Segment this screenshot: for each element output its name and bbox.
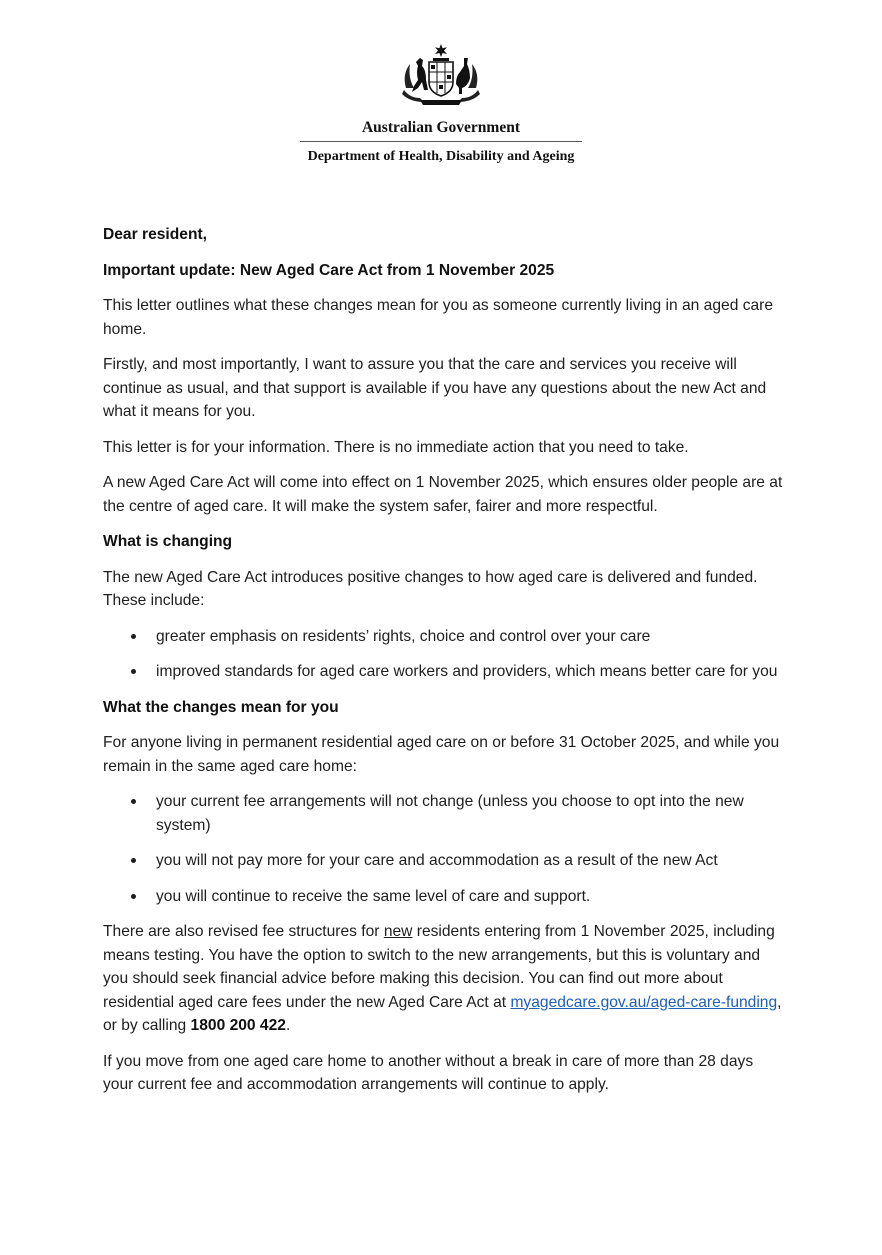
letter-subject: Important update: New Aged Care Act from 1 November 2025 <box>103 261 555 279</box>
letter-body <box>103 223 783 1109</box>
coat-of-arms-icon <box>396 44 486 110</box>
phone-number: 1800 200 422 <box>190 1017 286 1034</box>
section-heading-changing: What is changing <box>103 533 233 550</box>
move-paragraph: If you move from one aged care home to another without a break in care of more than 28 days your current fee and accommodation arrangements will continue to apply. <box>103 1052 754 1093</box>
fees-text-1: There are also revised fee structures for <box>103 923 384 940</box>
intro-paragraph: This letter outlines what these changes mean for you as someone currently living in an aged care home. <box>103 297 774 338</box>
letterhead-divider <box>300 141 582 142</box>
salutation: Dear resident, <box>103 226 208 243</box>
assurance-paragraph: Firstly, and most importantly, I want to assure you that the care and services you receive will continue as usual, and that support is available if you have any questions about the new Act and what it means for you. <box>103 356 767 420</box>
fees-text-4: . <box>285 1017 291 1034</box>
fees-text-2: residents entering from 1 November 2025, including means testing. You have the option to switch to the new arrangements, but this is voluntary and you should seek financial advice before making this decision. You can find out more about residential aged care fees under the new Aged Care Act at <box>103 923 775 1011</box>
information-paragraph: This letter is for your information. There is no immediate action that you need to take. <box>103 438 689 456</box>
government-name: Australian Government <box>361 119 520 136</box>
underlined-new: new <box>383 923 413 940</box>
aged-care-funding-link[interactable]: myagedcare.gov.au/aged-care-funding <box>510 993 778 1011</box>
new-act-paragraph: A new Aged Care Act will come into effect on 1 November 2025, which ensures older people are at the centre of aged care. It will make the system safer, fairer and more respectful. <box>103 474 783 515</box>
list-item: improved standards for aged care workers and providers, which means better care for you <box>103 660 783 684</box>
fees-paragraph <box>103 920 783 1038</box>
department-name: Department of Health, Disability and Ageing <box>307 149 575 164</box>
list-item: greater emphasis on residents’ rights, choice and control over your care <box>103 625 783 649</box>
section-heading-mean: What the changes mean for you <box>103 698 339 716</box>
fees-text-3: , or by calling <box>103 993 782 1034</box>
changing-list <box>103 625 783 684</box>
mean-list <box>103 790 783 908</box>
list-item: you will continue to receive the same level of care and support. <box>103 885 783 909</box>
letterhead <box>0 44 882 165</box>
changing-intro: The new Aged Care Act introduces positive changes to how aged care is delivered and funded. These include: <box>103 568 758 609</box>
list-item: your current fee arrangements will not change (unless you choose to opt into the new system) <box>103 790 783 837</box>
mean-intro: For anyone living in permanent residential aged care on or before 31 October 2025, and while you remain in the same aged care home: <box>103 734 780 775</box>
list-item: you will not pay more for your care and accommodation as a result of the new Act <box>103 849 783 873</box>
